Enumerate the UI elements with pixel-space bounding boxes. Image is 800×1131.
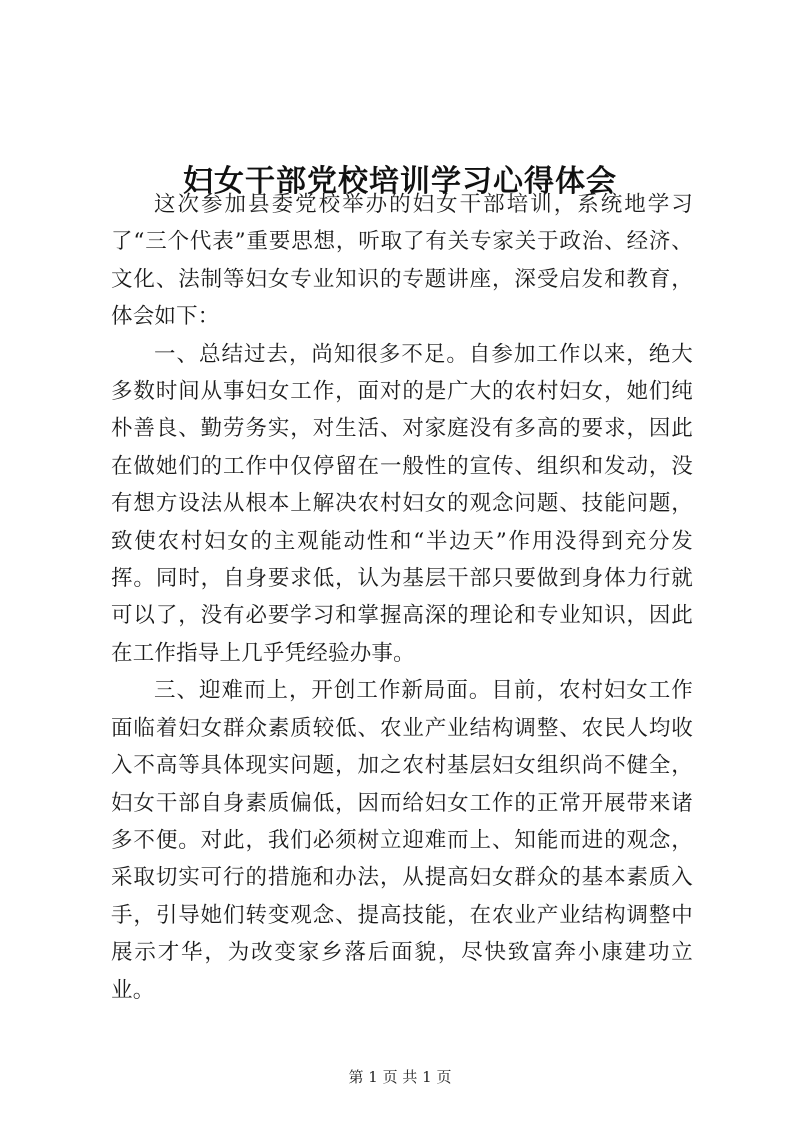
- paragraph-intro: 这次参加县委党校举办的妇女干部培训，系统地学习了“三个代表”重要思想，听取了有关专家关于政治、经济、文化、法制等妇女专业知识的专题讲座，深受启发和教育，体会如下：: [111, 192, 693, 330]
- page-footer: 第 1 页 共 1 页: [348, 1068, 452, 1086]
- page-title: 妇女干部党校培训学习心得体会: [183, 164, 617, 200]
- document-body: [111, 186, 693, 1009]
- paragraph-section-three: 三、迎难而上，开创工作新局面。目前，农村妇女工作面临着妇女群众素质较低、农业产业结构调整、农民人均收入不高等具体现实问题，加之农村基层妇女组织尚不健全，妇女干部自身素质偏低，因而给妇女工作的正常开展带来诸多不便。对此，我们必须树立迎难而上、知能而进的观念，采取切实可行的措施和办法，从提高妇女群众的基本素质入手，引导她们转变观念、提高技能，在农业产业结构调整中展示才华，为改变家乡落后面貌，尽快致富奔小康建功立业。: [111, 678, 693, 1003]
- paragraph-section-one: 一、总结过去，尚知很多不足。自参加工作以来，绝大多数时间从事妇女工作，面对的是广大的农村妇女，她们纯朴善良、勤劳务实，对生活、对家庭没有多高的要求，因此在做她们的工作中仅停留在一般性的宣传、组织和发动，没有想方设法从根本上解决农村妇女的观念问题、技能问题，致使农村妇女的主观能动性和“半边天”作用没得到充分发挥。同时，自身要求低，认为基层干部只要做到身体力行就可以了，没有必要学习和掌握高深的理论和专业知识，因此在工作指导上几乎凭经验办事。: [111, 341, 693, 666]
